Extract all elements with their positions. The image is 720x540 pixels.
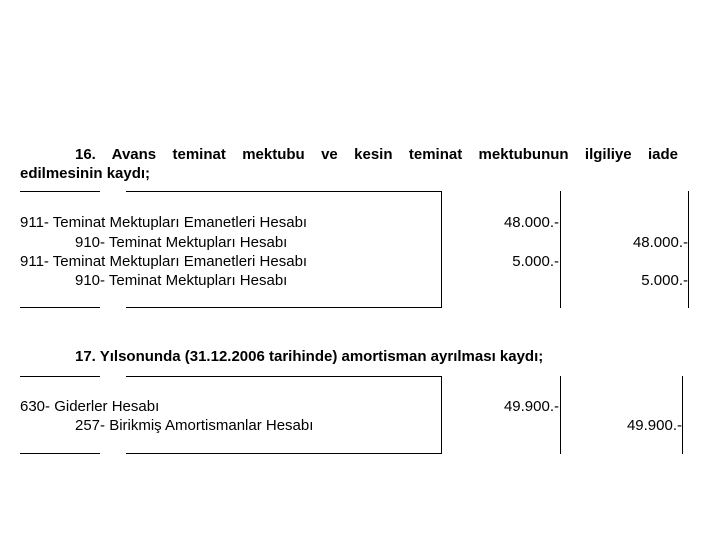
ledger-16-account: 910- Teminat Mektupları Hesabı <box>75 234 288 251</box>
ledger-16-top-right-rule <box>126 191 442 192</box>
ledger-16-top-left-rule <box>20 191 100 192</box>
ledger-17-top-right-rule <box>126 376 442 377</box>
section-17-heading: 17. Yılsonunda (31.12.2006 tarihinde) amortisman ayrılması kaydı; <box>75 348 544 365</box>
ledger-16-account: 911- Teminat Mektupları Emanetleri Hesabı <box>20 253 308 270</box>
ledger-17-bottom-right-rule <box>126 453 442 454</box>
ledger-17-credit-divider <box>682 376 683 454</box>
ledger-16-bottom-right-rule <box>126 307 442 308</box>
ledger-17-account: 257- Birikmiş Amortismanlar Hesabı <box>75 417 314 434</box>
ledger-17-credit-amount: 49.900.- <box>626 417 682 434</box>
ledger-17-bottom-left-rule <box>20 453 100 454</box>
ledger-16-debit-amount: 5.000.- <box>512 253 559 270</box>
ledger-16-account: 910- Teminat Mektupları Hesabı <box>75 272 288 289</box>
ledger-17-frame-right <box>441 376 442 454</box>
ledger-17-debit-divider <box>560 376 561 454</box>
ledger-17-account: 630- Giderler Hesabı <box>20 398 160 415</box>
section-16-title-line1: 16. Avans teminat mektubu ve kesin teminat mektubunun ilgiliye iade <box>75 146 678 163</box>
ledger-16-account: 911- Teminat Mektupları Emanetleri Hesabı <box>20 214 308 231</box>
ledger-16-credit-divider <box>688 191 689 308</box>
ledger-16-credit-amount: 48.000.- <box>632 234 688 251</box>
section-16-heading <box>20 145 678 183</box>
section-16-title-line2: edilmesinin kaydı; <box>20 165 151 182</box>
ledger-16-credit-amount: 5.000.- <box>641 272 688 289</box>
ledger-16-frame-right <box>441 191 442 308</box>
ledger-16-bottom-left-rule <box>20 307 100 308</box>
ledger-16-debit-divider <box>560 191 561 308</box>
ledger-17-top-left-rule <box>20 376 100 377</box>
ledger-16-debit-amount: 48.000.- <box>503 214 559 231</box>
ledger-17-debit-amount: 49.900.- <box>503 398 559 415</box>
